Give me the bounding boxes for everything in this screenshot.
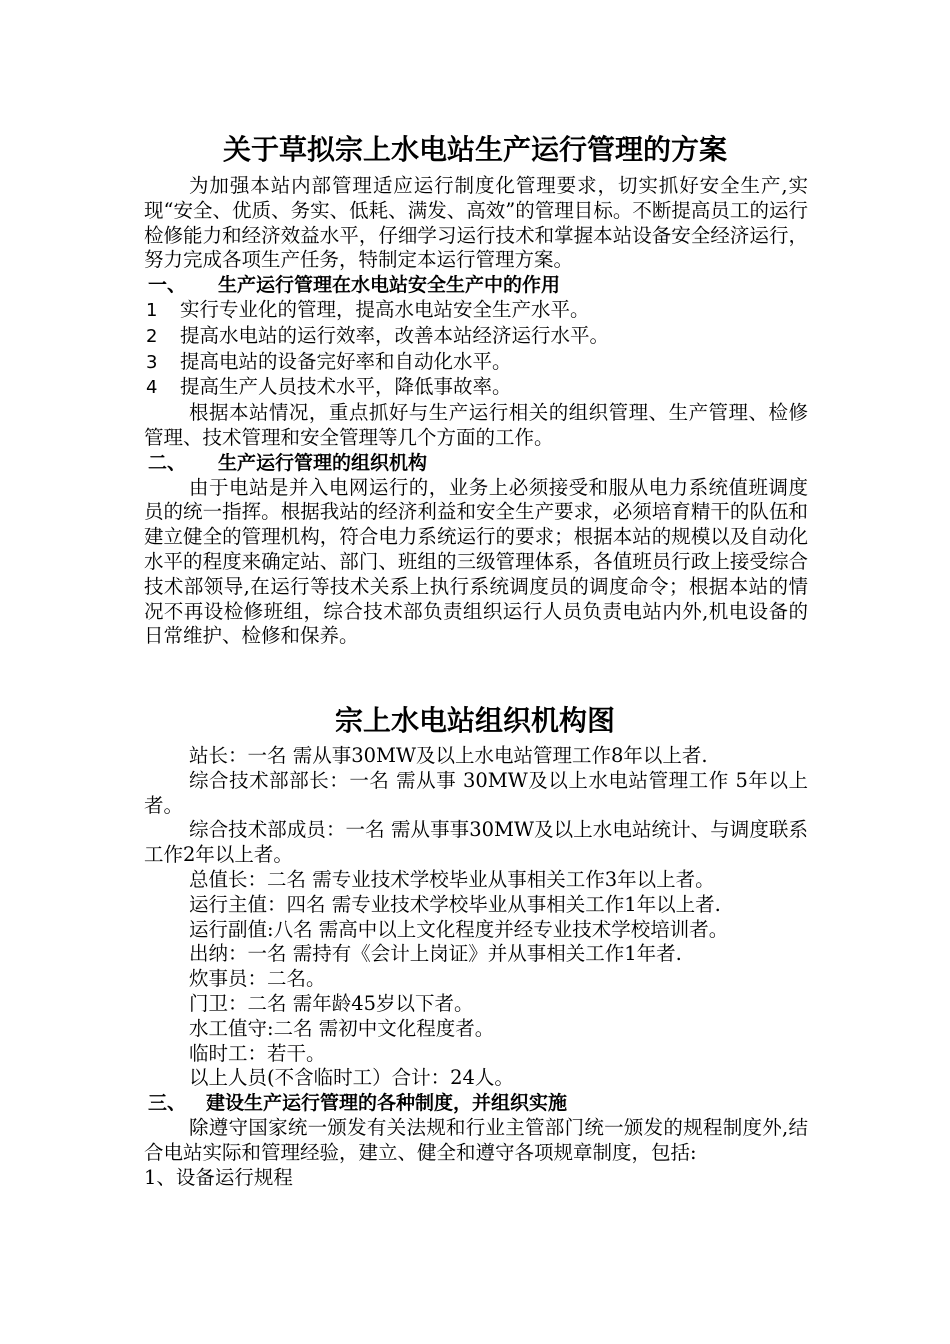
section-3-paragraph: 除遵守国家统一颁发有关法规和行业主管部门统一颁发的规程制度外,结合电站实际和管理经验，建立、健全和遵守各项规章制度，包括: xyxy=(144,1115,808,1164)
section-1-closing: 根据本站情况，重点抓好与生产运行相关的组织管理、生产管理、检修管理、技术管理和安全管理等几个方面的工作。 xyxy=(144,401,808,449)
section-3-heading xyxy=(144,1091,808,1116)
staff-line: 出纳：一名 需持有《会计上岗证》并从事相关工作1年者. xyxy=(189,942,682,966)
staff-line: 门卫：二名 需年龄45岁以下者。 xyxy=(189,991,474,1015)
staff-line: 总值长：二名 需专业技术学校毕业从事相关工作3年以上者。 xyxy=(189,867,715,891)
section-2-number: 二、 xyxy=(148,451,187,474)
staff-line: 水工值守:二名 需初中文化程度者。 xyxy=(189,1016,495,1040)
intro-paragraph: 为加强本站内部管理适应运行制度化管理要求，切实抓好安全生产,实现“安全、优质、务实、低耗、满发、高效”的管理目标。不断提高员工的运行检修能力和经济效益水平，仔细学习运行技术和掌握本站设备安全经济运行，努力完成各项生产任务，特制定本运行管理方案。 xyxy=(144,174,808,272)
staff-line: 临时工：若干。 xyxy=(189,1041,326,1065)
staff-total: 以上人员(不含临时工）合计：24人。 xyxy=(189,1066,514,1090)
section-2-heading xyxy=(144,451,808,476)
staff-line: 综合技术部成员：一名 需从事事30MW及以上水电站统计、与调度联系工作2年以上者。 xyxy=(144,818,808,867)
list-item: 1、设备运行规程 xyxy=(144,1165,293,1189)
body-part-1 xyxy=(144,174,808,649)
list-item: 4 提高生产人员技术水平，降低事故率。 xyxy=(146,375,512,399)
document-title: 关于草拟宗上水电站生产运行管理的方案 xyxy=(222,133,727,166)
body-part-2 xyxy=(144,744,808,1190)
staff-line: 运行副值:八名 需高中以上文化程度并经专业技术学校培训者。 xyxy=(189,917,729,941)
section-2-paragraph: 由于电站是并入电网运行的，业务上必须接受和服从电力系统值班调度员的统一指挥。根据我站的经济利益和安全生产要求，必须培育精干的队伍和建立健全的管理机构，符合电力系统运行的要求；根据本站的规模以及自动化水平的程度来确定站、部门、班组的三级管理体系，各值班员行政上接受综合技术部领导,在运行等技术关系上执行系统调度员的调度命令；根据本站的情况不再设检修班组，综合技术部负责组织运行人员负责电站内外,机电设备的日常维护、检修和保养。 xyxy=(144,475,808,648)
list-item: 1 实行专业化的管理，提高水电站安全生产水平。 xyxy=(146,297,590,321)
list-item: 2 提高水电站的运行效率，改善本站经济运行水平。 xyxy=(146,323,610,347)
staff-line: 炊事员：二名。 xyxy=(189,967,326,991)
staff-line: 站长：一名 需从事30MW及以上水电站管理工作8年以上者. xyxy=(189,744,708,767)
list-item: 3 提高电站的设备完好率和自动化水平。 xyxy=(146,349,512,373)
section-3-number: 三、 xyxy=(148,1092,187,1115)
staff-line: 综合技术部部长：一名 需从事 30MW及以上水电站管理工作 5年以上者。 xyxy=(144,768,808,817)
section-1-title: 生产运行管理在水电站安全生产中的作用 xyxy=(218,274,561,297)
section-1-heading xyxy=(144,273,808,298)
section-2-title: 生产运行管理的组织机构 xyxy=(218,451,428,474)
staff-line: 运行主值：四名 需专业技术学校毕业从事相关工作1年以上者. xyxy=(189,892,721,916)
org-chart-title: 宗上水电站组织机构图 xyxy=(334,704,615,737)
section-3-title: 建设生产运行管理的各种制度，并组织实施 xyxy=(206,1092,568,1115)
section-1-number: 一、 xyxy=(148,274,187,297)
